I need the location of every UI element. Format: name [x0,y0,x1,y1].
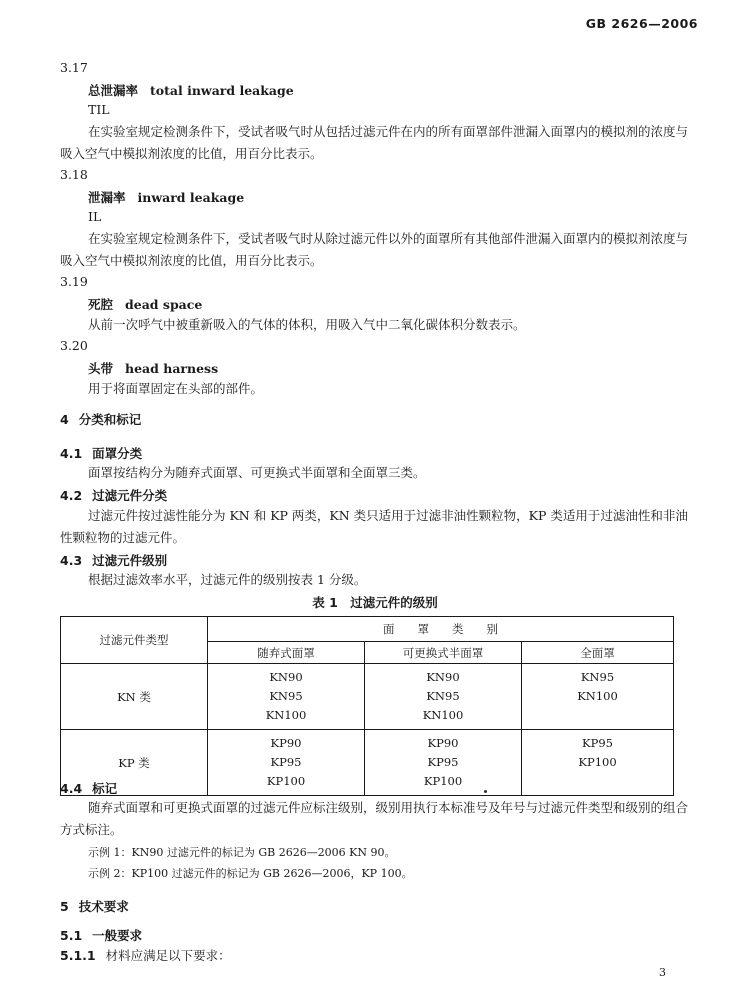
table-cell [208,664,365,730]
page-number: 3 [659,966,666,979]
section-title: 标记 [92,781,118,796]
term-cn: 泄漏率 [88,190,126,205]
level-value: KN90 [269,670,303,684]
definition-text: 从前一次呼气中被重新吸入的气体的体积，用吸入气中二氧化碳体积分数表示。 [88,317,526,332]
level-value: KP100 [578,755,617,769]
term-heading [88,81,294,99]
level-value: KP90 [427,736,459,750]
subsection-heading [60,779,117,797]
subsection-heading [60,486,167,504]
section-title: 技术要求 [78,899,129,914]
level-value: KN100 [265,708,307,722]
subsection-heading [60,926,142,944]
scan-speck [484,790,487,793]
standard-number-header: GB 2626—2006 [585,16,698,31]
level-value: KN95 [426,689,460,703]
row-header-cell: 过滤元件类型 [61,617,208,664]
table-cell [522,730,674,796]
level-value: KN90 [426,670,460,684]
level-value: KN95 [580,670,615,684]
clause-number: 3.18 [60,167,88,182]
section-heading [60,897,129,915]
clause-number: 3.19 [60,274,88,289]
term-cn: 总泄漏率 [88,83,139,98]
level-value: KP95 [427,755,459,769]
definition-text: 在实验室规定检测条件下，受试者吸气时从除过滤元件以外的面罩所有其他部件泄漏入面罩内的模拟剂浓度与吸入空气中模拟剂浓度的比值，用百分比表示。 [60,231,689,268]
term-heading [88,295,202,313]
column-header: 可更换式半面罩 [365,642,522,664]
term-cn: 头带 [88,361,114,376]
section-number: 4 [60,412,69,427]
section-title: 过滤元件分类 [92,488,168,503]
section-title: 分类和标记 [78,412,142,427]
level-value: KN95 [269,689,303,703]
term-abbreviation: IL [88,209,102,224]
level-value: KP95 [270,755,302,769]
section-number: 4.4 [60,781,83,796]
paragraph: 根据过滤效率水平，过滤元件的级别按表 1 分级。 [88,572,367,587]
section-heading [60,410,141,428]
table-cell [522,664,674,730]
filter-type-cell: KP 类 [61,730,208,796]
level-value: KP100 [423,774,463,788]
clause-text: 材料应满足以下要求： [105,948,231,963]
term-abbreviation: TIL [88,102,110,117]
term-en: total inward leakage [150,83,294,98]
table-cell [365,730,522,796]
paragraph: 面罩按结构分为随弃式面罩、可更换式半面罩和全面罩三类。 [88,465,426,480]
level-value: KN100 [422,708,464,722]
level-value: KP100 [266,774,306,788]
filter-level-table [60,616,674,796]
table-caption: 表 1 过滤元件的级别 [312,595,438,610]
filter-type-cell: KN 类 [61,664,208,730]
term-en: dead space [125,297,203,312]
clause-number: 3.20 [60,338,88,353]
column-header: 全面罩 [522,642,674,664]
subsection-heading [60,444,142,462]
section-title: 面罩分类 [92,446,143,461]
clause-number: 5.1.1 [60,948,96,963]
section-number: 5 [60,899,69,914]
definition-text: 用于将面罩固定在头部的部件。 [88,381,264,396]
section-title: 一般要求 [92,928,143,943]
table-cell [208,730,365,796]
section-number: 4.3 [60,553,83,568]
example-line: 示例 1：KN90 过滤元件的标记为 GB 2626—2006 KN 90。 [88,846,396,859]
section-number: 5.1 [60,928,83,943]
section-title: 过滤元件级别 [92,553,168,568]
definition-text: 在实验室规定检测条件下，受试者吸气时从包括过滤元件在内的所有面罩部件泄漏入面罩内的模拟剂的浓度与吸入空气中模拟剂浓度的比值，用百分比表示。 [60,124,689,161]
term-heading [88,188,244,206]
group-header-cell: 面 罩 类 别 [208,617,674,642]
clause-number: 3.17 [60,60,88,75]
term-en: inward leakage [137,190,245,205]
table-cell [365,664,522,730]
example-line: 示例 2：KP100 过滤元件的标记为 GB 2626—2006，KP 100。 [88,867,413,880]
level-value: KN100 [577,689,618,703]
term-heading [88,359,218,377]
level-value: KP95 [582,736,613,750]
subsection-heading [60,551,167,569]
paragraph: 过滤元件按过滤性能分为 KN 和 KP 两类，KN 类只适用于过滤非油性颗粒物，KP 类适用于过滤油性和非油性颗粒物的过滤元件。 [60,508,688,545]
term-en: head harness [125,361,219,376]
section-number: 4.1 [60,446,83,461]
section-number: 4.2 [60,488,83,503]
term-cn: 死腔 [88,297,114,312]
clause-line [60,946,231,964]
level-value: KP90 [270,736,302,750]
paragraph: 随弃式面罩和可更换式面罩的过滤元件应标注级别，级别用执行本标准号及年号与过滤元件类型和级别的组合方式标注。 [60,800,689,837]
column-header: 随弃式面罩 [208,642,365,664]
